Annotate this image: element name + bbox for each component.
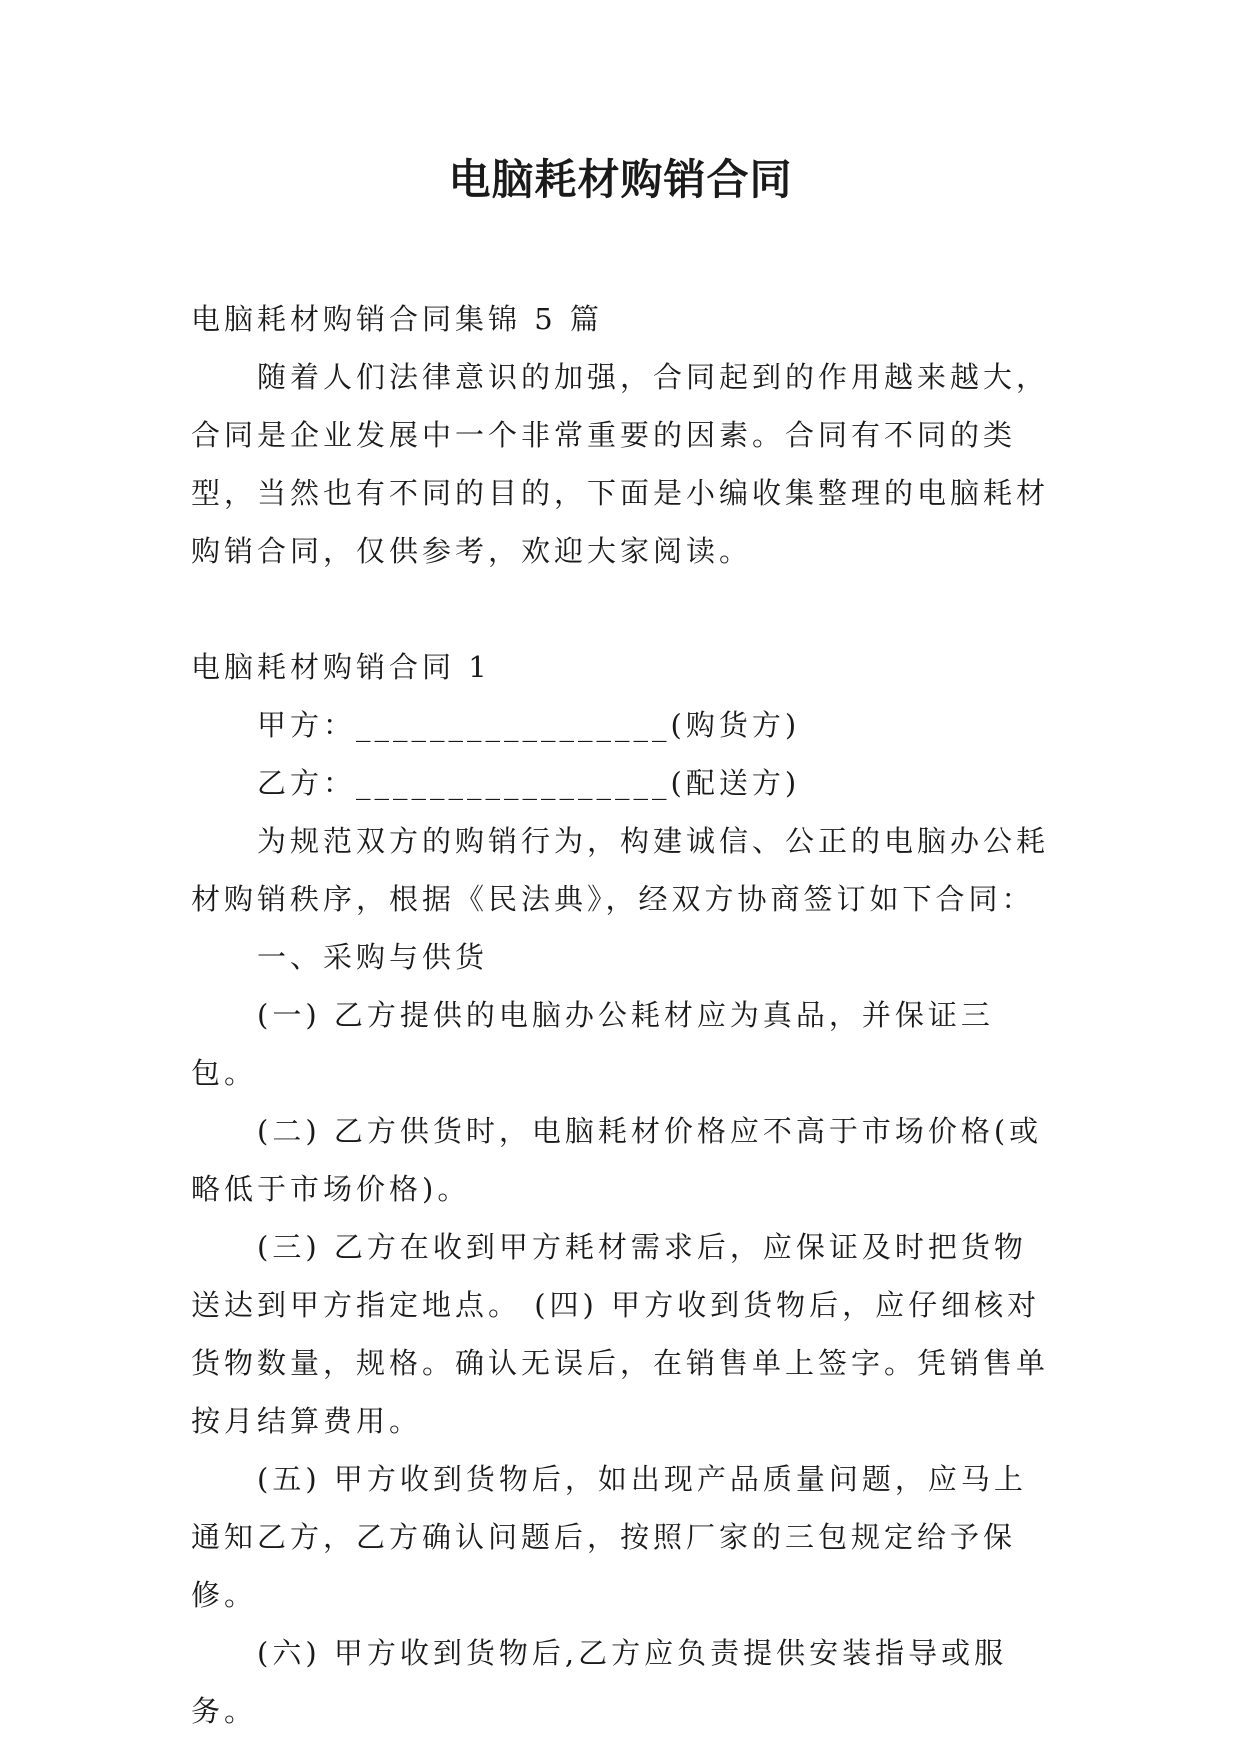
document-title: 电脑耗材购销合同 xyxy=(448,155,793,204)
contract-heading: 电脑耗材购销合同 1 xyxy=(191,650,491,684)
preamble-paragraph: 为规范双方的购销行为，构建诚信、公正的电脑办公耗材购销秩序，根据《民法典》，经双方协商签订如下合同： xyxy=(191,824,1050,916)
party-a-line: 甲方：_________________(购货方) xyxy=(257,708,801,742)
collection-heading: 电脑耗材购销合同集锦 5 篇 xyxy=(191,302,603,336)
clause-2: (二) 乙方供货时，电脑耗材价格应不高于市场价格(或略低于市场价格)。 xyxy=(191,1114,1043,1206)
document-body xyxy=(191,290,1051,1740)
clause-5: (五) 甲方收到货物后，如出现产品质量问题，应马上通知乙方，乙方确认问题后，按照厂家的三包规定给予保修。 xyxy=(191,1462,1027,1612)
clause-6: (六) 甲方收到货物后,乙方应负责提供安装指导或服务。 xyxy=(191,1636,1008,1728)
clause-3-4: (三) 乙方在收到甲方耗材需求后，应保证及时把货物送达到甲方指定地点。 (四) 甲方收到货物后，应仔细核对货物数量，规格。确认无误后，在销售单上签字。凭销售单按月结算费用。 xyxy=(191,1230,1050,1438)
section-heading: 一、采购与供货 xyxy=(257,940,489,974)
party-b-line: 乙方：_________________(配送方) xyxy=(257,766,801,800)
intro-paragraph: 随着人们法律意识的加强，合同起到的作用越来越大，合同是企业发展中一个非常重要的因素。合同有不同的类型，当然也有不同的目的，下面是小编收集整理的电脑耗材购销合同，仅供参考，欢迎大家阅读。 xyxy=(191,360,1050,568)
clause-1: (一) 乙方提供的电脑办公耗材应为真品，并保证三包。 xyxy=(191,998,994,1090)
